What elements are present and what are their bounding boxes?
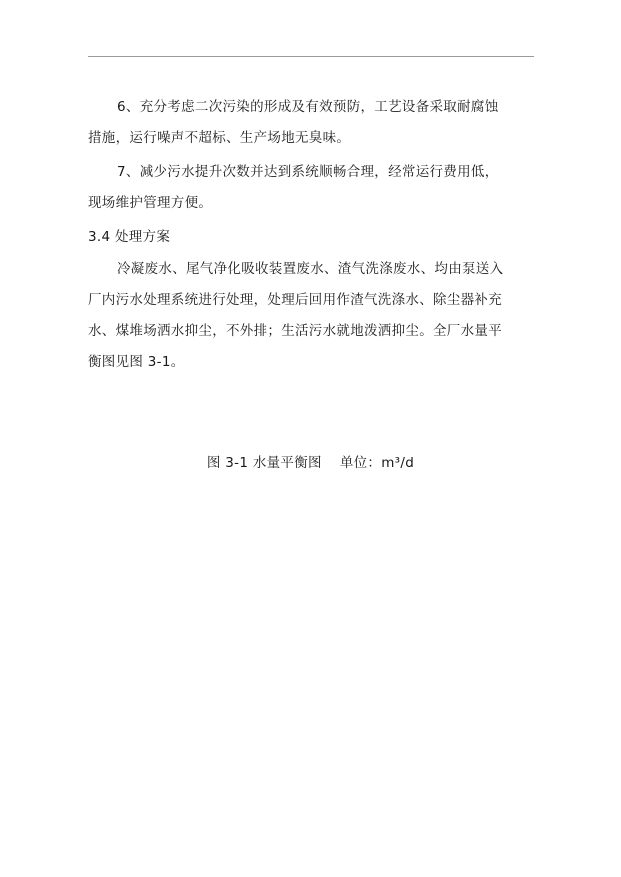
paragraph-treatment-plan bbox=[88, 254, 534, 378]
section-heading bbox=[88, 222, 534, 253]
paragraph-line: 厂内污水处理系统进行处理，处理后回用作渣气洗涤水、除尘器补充 bbox=[88, 292, 502, 308]
paragraph-line: 冷凝废水、尾气净化吸收装置废水、渣气洗涤废水、均由泵送入 bbox=[117, 261, 504, 277]
paragraph-item-7 bbox=[88, 157, 534, 219]
paragraph-line: 7、减少污水提升次数并达到系统顺畅合理，经常运行费用低， bbox=[117, 164, 499, 180]
paragraph-line: 措施，运行噪声不超标、生产场地无臭味。 bbox=[88, 130, 351, 146]
paragraph-line: 现场维护管理方便。 bbox=[88, 195, 213, 211]
paragraph-line: 衡图见图 3-1。 bbox=[88, 354, 185, 370]
figure-caption-label: 图 3-1 水量平衡图 bbox=[206, 455, 322, 471]
paragraph-line: 水、煤堆场洒水抑尘，不外排；生活污水就地泼洒抑尘。全厂水量平 bbox=[88, 323, 502, 339]
page-header-rule bbox=[88, 56, 534, 57]
paragraph-line: 6、充分考虑二次污染的形成及有效预防，工艺设备采取耐腐蚀 bbox=[117, 99, 499, 115]
section-heading-text: 3.4 处理方案 bbox=[88, 229, 171, 245]
figure-caption-unit: 单位：m³/d bbox=[339, 455, 415, 471]
figure-caption bbox=[0, 450, 621, 476]
paragraph-item-6 bbox=[88, 92, 534, 154]
